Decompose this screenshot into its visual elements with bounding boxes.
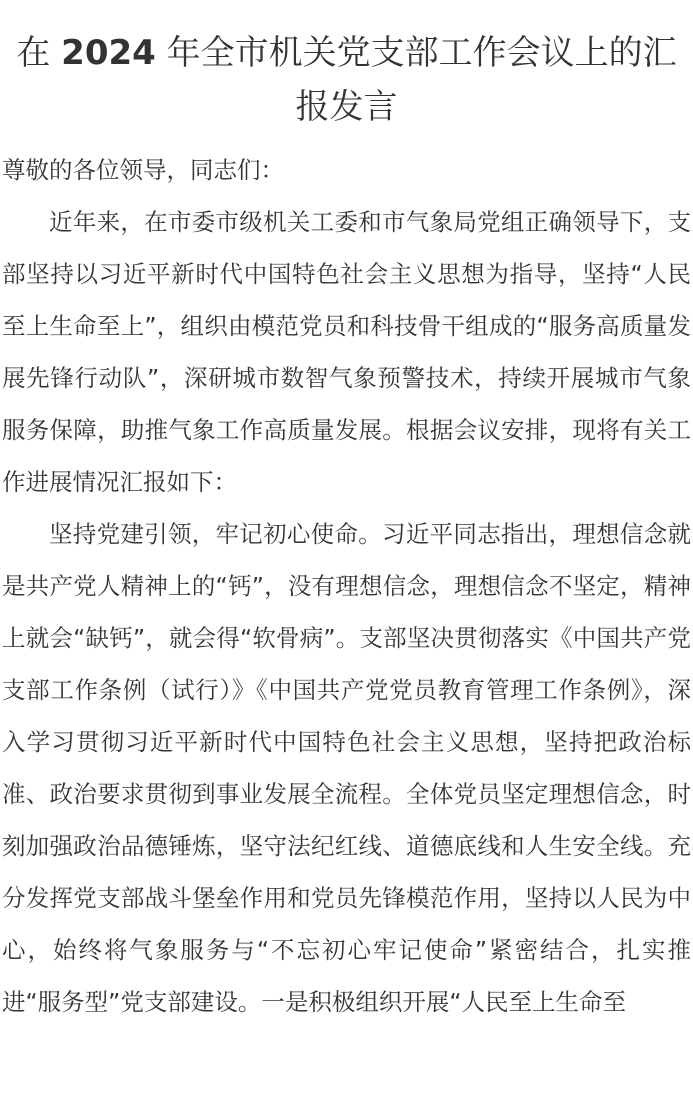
body-paragraph-1: 近年来，在市委市级机关工委和市气象局党组正确领导下，支部坚持以习近平新时代中国特色社会主义思想为指导，坚持“人民至上生命至上”，组织由模范党员和科技骨干组成的“服务高质量发展先锋行动队”，深研城市数智气象预警技术，持续开展城市气象服务保障，助推气象工作高质量发展。根据会议安排，现将有关工作进展情况汇报如下： (2, 208, 691, 496)
title-suffix: 年全市机关党支部工作会议上的汇报发言 (155, 33, 677, 127)
salutation: 尊敬的各位领导，同志们： (2, 156, 284, 184)
title-year: 2024 (61, 33, 156, 73)
body-paragraph-2: 坚持党建引领，牢记初心使命。习近平同志指出，理想信念就是共产党人精神上的“钙”，没有理想信念，理想信念不坚定，精神上就会“缺钙”，就会得“软骨病”。支部坚决贯彻落实《中国共产党支部工作条例（试行）》《中国共产党党员教育管理工作条例》，深入学习贯彻习近平新时代中国特色社会主义思想，坚持把政治标准、政治要求贯彻到事业发展全流程。全体党员坚定理想信念，时刻加强政治品德锤炼，坚守法纪红线、道德底线和人生安全线。充分发挥党支部战斗堡垒作用和党员先锋模范作用，坚持以人民为中心，始终将气象服务与“不忘初心牢记使命”紧密结合，扎实推进“服务型”党支部建设。一是积极组织开展“人民至上生命至 (2, 520, 691, 1016)
title-prefix: 在 (16, 33, 62, 73)
document-title (2, 26, 691, 134)
